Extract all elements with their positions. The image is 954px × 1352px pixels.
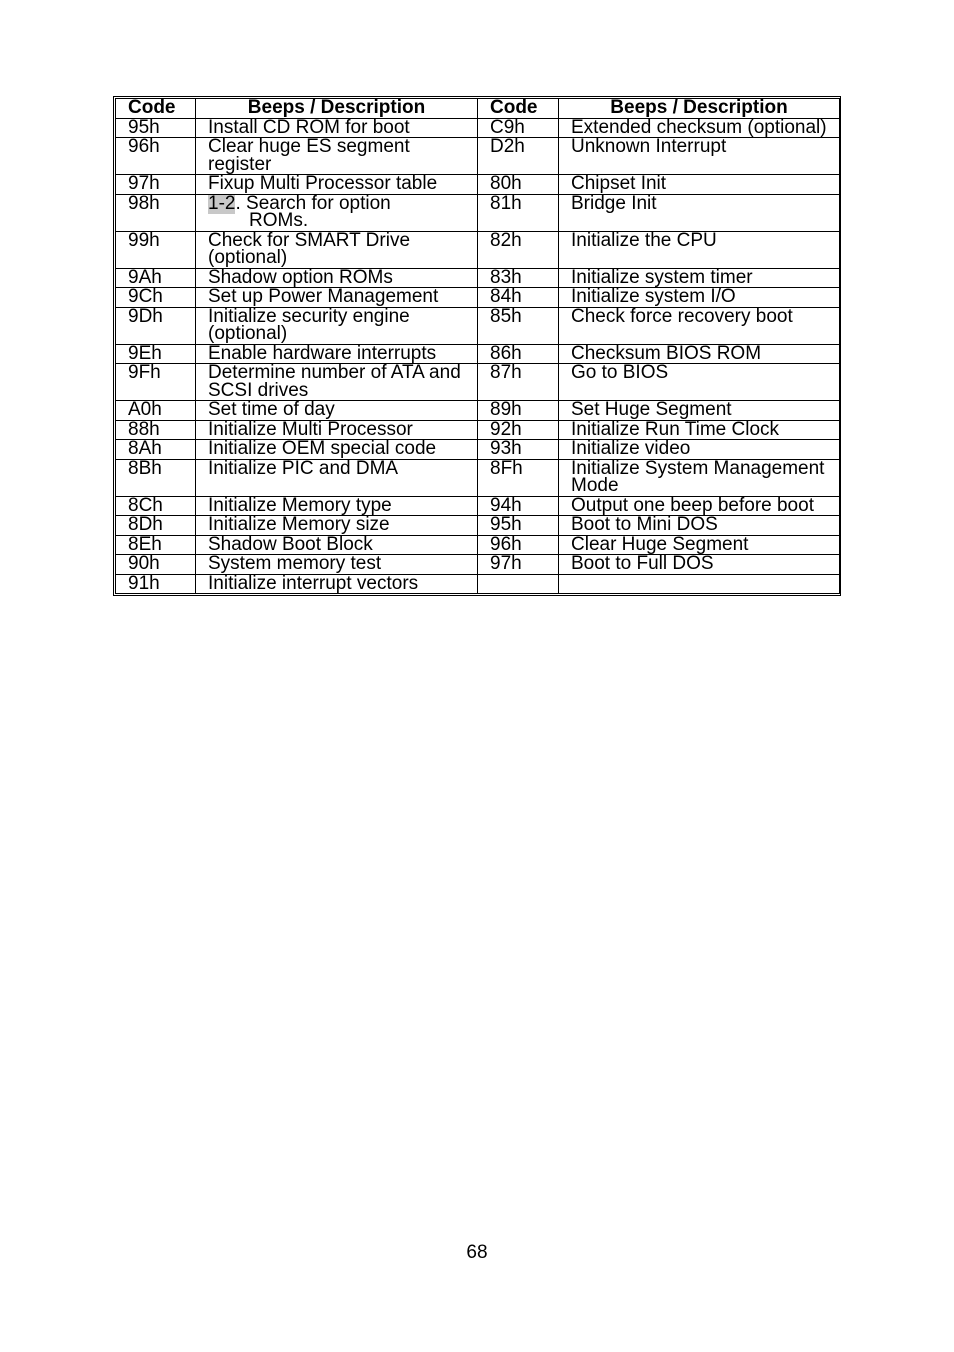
description-cell: Set up Power Management [196, 288, 478, 308]
post-code-table [115, 98, 840, 594]
description-cell: Unknown Interrupt [559, 138, 840, 175]
code-cell: 90h [116, 555, 196, 575]
code-cell: 95h [478, 516, 559, 536]
table-row [116, 175, 840, 195]
header-description-left: Beeps / Description [196, 99, 478, 119]
description-cell: Check force recovery boot [559, 307, 840, 344]
code-cell: 9Ah [116, 268, 196, 288]
code-cell: 9Eh [116, 344, 196, 364]
description-cell: Output one beep before boot [559, 496, 840, 516]
code-cell: 8Bh [116, 459, 196, 496]
beep-count-highlight: 1-2 [208, 194, 236, 214]
code-cell: 97h [116, 175, 196, 195]
code-cell: 93h [478, 440, 559, 460]
code-cell: 87h [478, 364, 559, 401]
description-cell: Initialize video [559, 440, 840, 460]
code-cell: 92h [478, 420, 559, 440]
description-cell: Set time of day [196, 401, 478, 421]
description-cell-beeps [196, 194, 478, 231]
description-cell: Initialize Run Time Clock [559, 420, 840, 440]
code-cell: 85h [478, 307, 559, 344]
description-cell: Initialize Memory type [196, 496, 478, 516]
description-cell: Initialize Memory size [196, 516, 478, 536]
header-description-right: Beeps / Description [559, 99, 840, 119]
code-cell: 84h [478, 288, 559, 308]
code-cell: 81h [478, 194, 559, 231]
code-cell: 89h [478, 401, 559, 421]
code-cell: 80h [478, 175, 559, 195]
description-cell-empty [559, 574, 840, 594]
description-cell: Check for SMART Drive (optional) [196, 231, 478, 268]
description-cell: Clear Huge Segment [559, 535, 840, 555]
table-header-row [116, 99, 840, 119]
table-row [116, 535, 840, 555]
description-cell: Boot to Full DOS [559, 555, 840, 575]
description-cell: Initialize system timer [559, 268, 840, 288]
description-cell: Determine number of ATA and SCSI drives [196, 364, 478, 401]
table-row [116, 194, 840, 231]
description-cell: Install CD ROM for boot [196, 118, 478, 138]
code-cell: 9Dh [116, 307, 196, 344]
code-cell: 86h [478, 344, 559, 364]
description-cell: System memory test [196, 555, 478, 575]
description-cell: Initialize OEM special code [196, 440, 478, 460]
header-code-right: Code [478, 99, 559, 119]
code-cell-empty [478, 574, 559, 594]
description-cell: Initialize system I/O [559, 288, 840, 308]
code-cell: 83h [478, 268, 559, 288]
table-row [116, 118, 840, 138]
code-cell: D2h [478, 138, 559, 175]
description-cell: Initialize the CPU [559, 231, 840, 268]
code-cell: 8Dh [116, 516, 196, 536]
table-row [116, 459, 840, 496]
code-cell: 8Ah [116, 440, 196, 460]
code-cell: 88h [116, 420, 196, 440]
table-row [116, 364, 840, 401]
code-cell: 94h [478, 496, 559, 516]
code-cell: 9Fh [116, 364, 196, 401]
code-cell: 98h [116, 194, 196, 231]
description-cell: Shadow option ROMs [196, 268, 478, 288]
code-cell: 8Fh [478, 459, 559, 496]
table-row [116, 344, 840, 364]
table-row [116, 288, 840, 308]
code-cell: 97h [478, 555, 559, 575]
header-code-left: Code [116, 99, 196, 119]
description-cell: Initialize System Management Mode [559, 459, 840, 496]
code-cell: 99h [116, 231, 196, 268]
description-cell: Initialize PIC and DMA [196, 459, 478, 496]
table-row [116, 496, 840, 516]
post-code-table-frame [113, 96, 841, 596]
code-cell: 9Ch [116, 288, 196, 308]
description-cell: Enable hardware interrupts [196, 344, 478, 364]
description-cell: Chipset Init [559, 175, 840, 195]
description-cell: Initialize security engine (optional) [196, 307, 478, 344]
code-cell: 91h [116, 574, 196, 594]
table-row [116, 574, 840, 594]
table-row [116, 231, 840, 268]
table-row [116, 401, 840, 421]
description-cell: Extended checksum (optional) [559, 118, 840, 138]
description-cell: Set Huge Segment [559, 401, 840, 421]
description-cell: Checksum BIOS ROM [559, 344, 840, 364]
description-cell: Fixup Multi Processor table [196, 175, 478, 195]
description-cell: Bridge Init [559, 194, 840, 231]
page-number: 68 [466, 1242, 488, 1263]
description-cell: Clear huge ES segment register [196, 138, 478, 175]
table-row [116, 555, 840, 575]
table-row [116, 420, 840, 440]
description-cell: Initialize interrupt vectors [196, 574, 478, 594]
code-cell: A0h [116, 401, 196, 421]
description-cell: Boot to Mini DOS [559, 516, 840, 536]
code-cell: 96h [478, 535, 559, 555]
description-text: . Search for option [235, 194, 391, 214]
description-text-continued: ROMs. [249, 210, 309, 231]
table-row [116, 516, 840, 536]
code-cell: 8Eh [116, 535, 196, 555]
table-row [116, 268, 840, 288]
table-row [116, 138, 840, 175]
code-cell: C9h [478, 118, 559, 138]
code-cell: 8Ch [116, 496, 196, 516]
description-cell: Go to BIOS [559, 364, 840, 401]
code-cell: 96h [116, 138, 196, 175]
code-cell: 95h [116, 118, 196, 138]
table-row [116, 307, 840, 344]
table-row [116, 440, 840, 460]
description-cell: Shadow Boot Block [196, 535, 478, 555]
code-cell: 82h [478, 231, 559, 268]
description-cell: Initialize Multi Processor [196, 420, 478, 440]
